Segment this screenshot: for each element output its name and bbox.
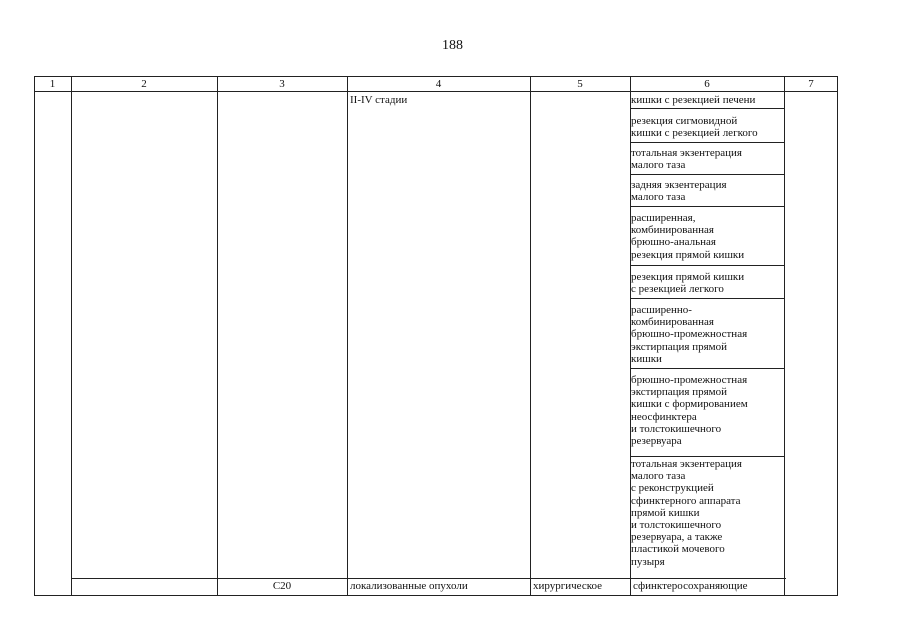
col-border-0	[34, 76, 35, 596]
procedure-divider	[630, 298, 785, 299]
page-number: 188	[442, 38, 463, 53]
procedure-divider	[630, 206, 785, 207]
stage-text: II-IV стадии	[350, 94, 408, 106]
condition-text: локализованные опухоли	[350, 580, 468, 592]
treatment-type: хирургическое	[533, 580, 603, 592]
medical-table	[34, 76, 838, 596]
procedure-item: брюшно-промежностная экстирпация прямой кишки с формированием неосфинктера и толстокишечного резервуара	[631, 374, 748, 448]
procedure-item: сфинктеросохраняющие	[633, 580, 748, 592]
header-col-3: 3	[279, 78, 285, 90]
col-border-2	[217, 76, 218, 596]
header-col-6: 6	[704, 78, 710, 90]
col-border-6	[784, 76, 785, 596]
procedure-divider	[630, 174, 785, 175]
procedure-item: тотальная экзентерация малого таза с реконструкцией сфинктерного аппарата прямой кишки и толстокишечного резервуара, а также пластикой мочевого пузыря	[631, 458, 742, 568]
procedure-divider	[630, 456, 785, 457]
header-col-5: 5	[577, 78, 583, 90]
procedure-divider	[630, 265, 785, 266]
procedure-item: расширенно- комбинированная брюшно-промежностная экстирпация прямой кишки	[631, 304, 748, 365]
procedure-item: кишки с резекцией печени	[631, 94, 756, 106]
procedure-item: резекция сигмовидной кишки с резекцией легкого	[631, 115, 758, 140]
procedure-item: расширенная, комбинированная брюшно-анальная резекция прямой кишки	[631, 212, 745, 261]
procedure-divider	[630, 108, 785, 109]
col-border-1	[71, 76, 72, 596]
procedure-divider	[630, 142, 785, 143]
diagnosis-code: C20	[272, 580, 292, 592]
last-row-top-border	[71, 578, 786, 579]
col-border-4	[530, 76, 531, 596]
procedure-item: задняя экзентерация малого таза	[631, 179, 727, 204]
col-border-7	[837, 76, 838, 596]
col-border-3	[347, 76, 348, 596]
header-col-2: 2	[141, 78, 147, 90]
procedure-item: резекция прямой кишки с резекцией легкого	[631, 271, 745, 296]
table-bottom-border	[34, 595, 838, 596]
header-col-7: 7	[808, 78, 814, 90]
header-col-4: 4	[435, 78, 442, 90]
header-col-1: 1	[49, 78, 56, 90]
procedure-divider	[630, 368, 785, 369]
procedure-item: тотальная экзентерация малого таза	[631, 147, 742, 172]
